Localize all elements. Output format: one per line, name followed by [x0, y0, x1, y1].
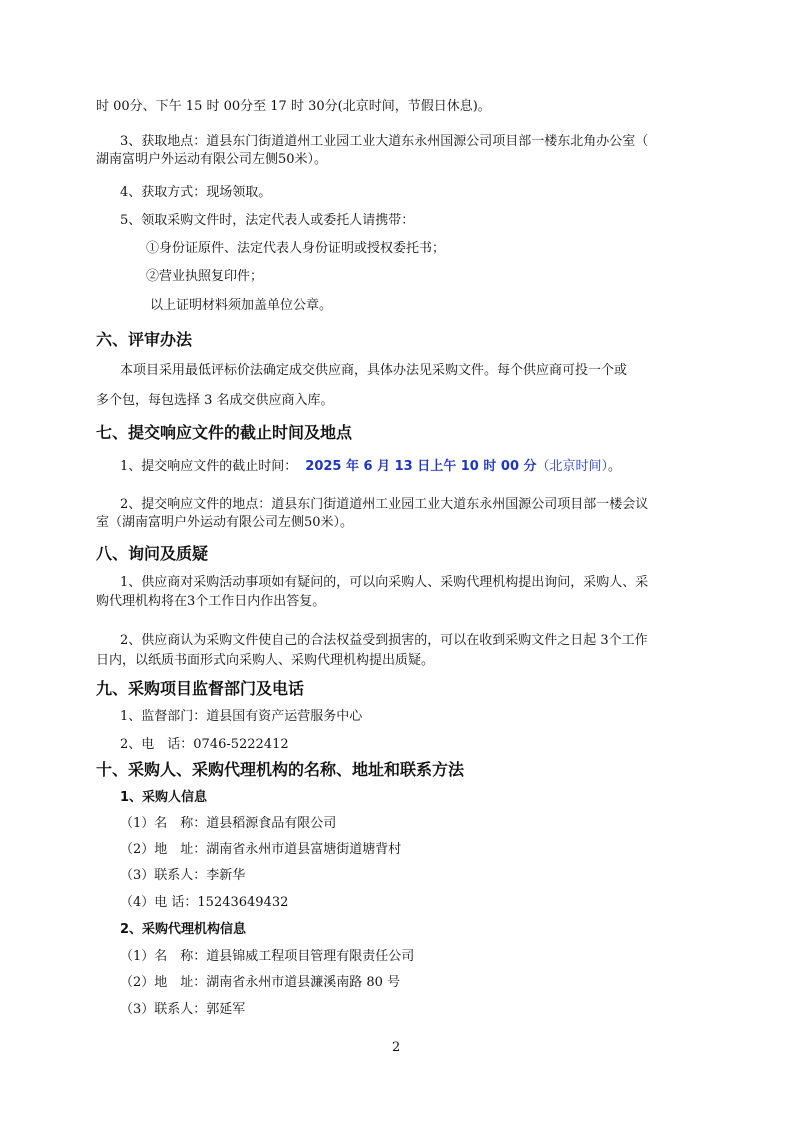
agent-info-title: 2、采购代理机构信息: [120, 922, 247, 937]
buyer-phone: （4）电 话：15243649432: [120, 895, 289, 910]
bring-documents: 5、领取采购文件时，法定代表人或委托人请携带：: [120, 213, 415, 228]
section-9-title: 九、采购项目监督部门及电话: [96, 679, 305, 698]
deadline-timezone: （北京时间）: [536, 459, 609, 474]
deadline-line: [120, 458, 621, 476]
inquiry-line-1: 1、供应商对采购活动事项如有疑问的，可以向采购人、采购代理机构提出询问，采购人、采: [120, 575, 649, 590]
agent-address: （2）地 址：湖南省永州市道县濂溪南路 80 号: [120, 975, 401, 990]
supervision-phone: 2、电 话：0746-5222412: [120, 737, 289, 752]
submit-place-line-2: 室（湖南富明户外运动有限公司左侧50米）。: [96, 515, 354, 530]
section-7-title: 七、提交响应文件的截止时间及地点: [96, 423, 353, 442]
bring-item-2: ②营业执照复印件；: [146, 269, 264, 284]
section-6-title: 六、评审办法: [96, 330, 193, 349]
buyer-name: （1）名 称：道县稻源食品有限公司: [120, 816, 337, 831]
hours-line: 时 00分、下午 15 时 00分至 17 时 30分(北京时间，节假日休息)。: [96, 99, 491, 114]
challenge-line-1: 2、供应商认为采购文件使自己的合法权益受到损害的，可以在收到采购文件之日起 3个工作: [120, 633, 648, 648]
section-8-title: 八、询问及质疑: [96, 544, 209, 563]
seal-note: 以上证明材料须加盖单位公章。: [150, 298, 333, 313]
deadline-value: 2025 年 6 月 13 日上午 10 时 00 分: [305, 459, 537, 474]
buyer-contact: （3）联系人：李新华: [120, 868, 246, 883]
deadline-label: 1、提交响应文件的截止时间：: [120, 459, 298, 474]
agent-name: （1）名 称：道县锦威工程项目管理有限责任公司: [120, 949, 415, 964]
acquire-method: 4、获取方式：现场领取。: [120, 185, 272, 200]
challenge-line-2: 日内，以纸质书面形式向采购人、采购代理机构提出质疑。: [96, 653, 435, 668]
page-number: 2: [392, 1040, 401, 1055]
agent-contact: （3）联系人：郭延军: [120, 1002, 246, 1017]
acquire-place-line-1: 3、获取地点：道县东门街道道州工业园工业大道东永州国源公司项目部一楼东北角办公室（: [120, 134, 649, 149]
inquiry-line-2: 购代理机构将在3个工作日内作出答复。: [96, 594, 326, 609]
buyer-address: （2）地 址：湖南省永州市道县富塘街道塘背村: [120, 842, 402, 857]
deadline-end: 。: [608, 459, 622, 474]
submit-place-line-1: 2、提交响应文件的地点：道县东门街道道州工业园工业大道东永州国源公司项目部一楼会议: [120, 497, 649, 512]
acquire-place-line-2: 湖南富明户外运动有限公司左侧50米）。: [96, 152, 328, 167]
section-6-para-2: 多个包，每包选择 3 名成交供应商入库。: [96, 393, 334, 408]
section-10-title: 十、采购人、采购代理机构的名称、地址和联系方法: [96, 760, 465, 779]
buyer-info-title: 1、采购人信息: [120, 790, 208, 805]
bring-item-1: ①身份证原件、法定代表人身份证明或授权委托书；: [146, 241, 446, 256]
supervision-dept: 1、监督部门：道县国有资产运营服务中心: [120, 709, 363, 724]
section-6-para-1: 本项目采用最低评标价法确定成交供应商，具体办法见采购文件。每个供应商可投一个或: [120, 363, 628, 378]
